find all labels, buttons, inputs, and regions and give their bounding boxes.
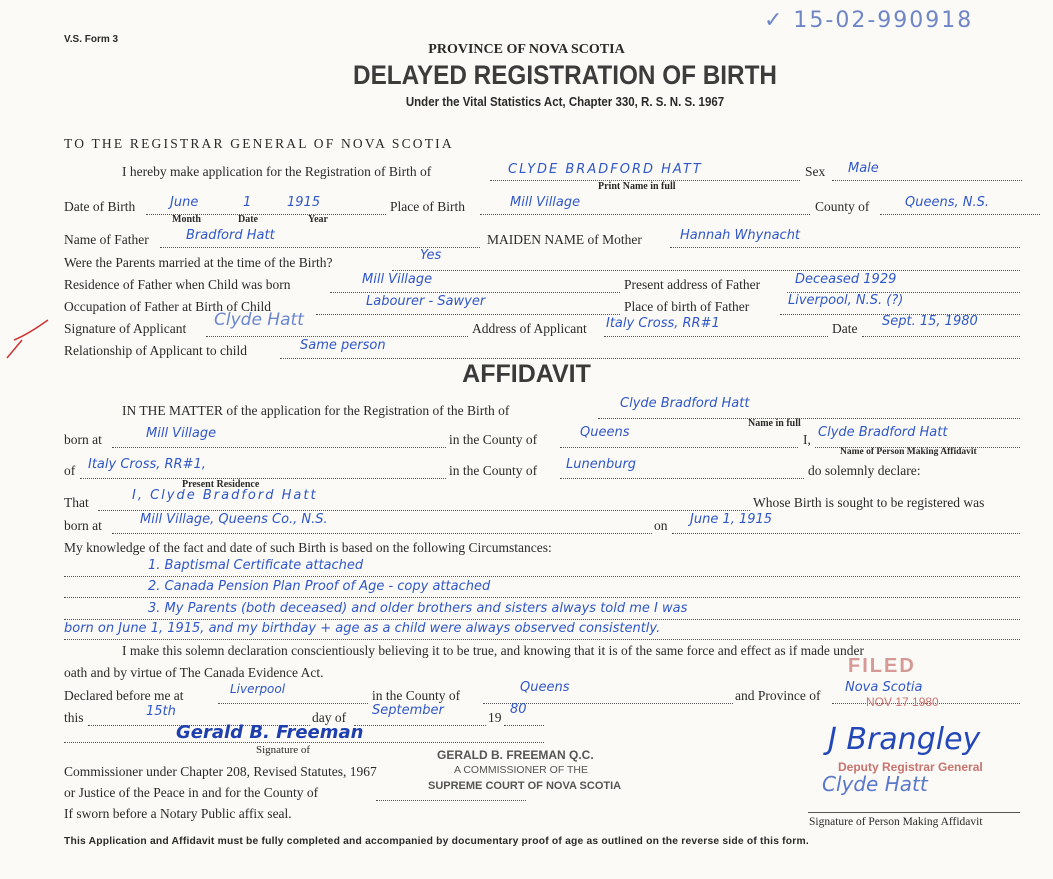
in-county-label-3: in the County of <box>372 688 461 703</box>
circumstance-3: 3. My Parents (both deceased) and older brothers and sisters always told me I was <box>148 601 688 616</box>
present-address-father-value: Deceased 1929 <box>795 272 897 287</box>
occupation-value: Labourer - Sawyer <box>366 294 486 309</box>
that-value: I, Clyde Bradford Hatt <box>132 488 318 503</box>
affidavit-heading: AFFIDAVIT <box>462 360 591 388</box>
residence-father-label: Residence of Father when Child was born <box>64 277 291 292</box>
dob-label: Date of Birth <box>64 199 136 214</box>
present-residence-caption: Present Residence <box>182 479 260 490</box>
knowledge-label: My knowledge of the fact and date of such Birth is based on the following Circumstances: <box>64 540 552 555</box>
form-number: V.S. Form 3 <box>64 34 119 45</box>
applicant-name-value: CLYDE BRADFORD HATT <box>508 162 703 177</box>
married-label: Were the Parents married at the time of the Birth? <box>64 255 333 270</box>
sex-label: Sex <box>805 164 826 179</box>
father-value: Bradford Hatt <box>186 228 275 243</box>
year-caption: Year <box>308 214 328 225</box>
commissioner-line-1: Commissioner under Chapter 208, Revised Statutes, 1967 <box>64 764 377 779</box>
whose-birth-label: Whose Birth is sought to be registered was <box>753 495 985 510</box>
affiant-name-value: Clyde Bradford Hatt <box>818 425 948 440</box>
address-applicant-label: Address of Applicant <box>472 321 587 336</box>
date-caption: Date <box>238 214 258 225</box>
declared-at-value: Liverpool <box>230 682 286 696</box>
present-address-father-label: Present address of Father <box>624 277 761 292</box>
filed-date-stamp: NOV 17 1980 <box>866 695 939 709</box>
deputy-registrar-stamp: Deputy Registrar General <box>838 760 983 774</box>
commissioner-line-3: If sworn before a Notary Public affix seal. <box>64 806 292 821</box>
county-value: Queens, N.S. <box>905 195 989 210</box>
commissioner-signature: Gerald B. Freeman <box>176 722 364 743</box>
county-3-value: Queens <box>520 680 570 695</box>
date-label: Date <box>832 321 858 336</box>
in-county-label-2: in the County of <box>449 463 538 478</box>
signature-label: Signature of Applicant <box>64 321 187 336</box>
residence-father-value: Mill Village <box>362 272 433 287</box>
month-caption: Month <box>172 214 201 225</box>
intro-label: I hereby make application for the Registration of Birth of <box>122 164 432 179</box>
that-label: That <box>64 495 89 510</box>
circumstance-2: 2. Canada Pension Plan Proof of Age - copy attached <box>148 579 491 594</box>
dob-month-value: June <box>170 195 199 210</box>
matter-text: IN THE MATTER of the application for the Registration of the Birth of <box>122 403 510 418</box>
commissioner-stamp-line-3: SUPREME COURT OF NOVA SCOTIA <box>428 780 622 792</box>
year-prefix: 19 <box>488 710 502 725</box>
commissioner-stamp-line-2: A COMMISSIONER OF THE <box>454 764 588 776</box>
county-label: County of <box>815 199 870 214</box>
form-subtitle: Under the Vital Statistics Act, Chapter 330, R. S. N. S. 1967 <box>405 95 725 109</box>
occupation-label: Occupation of Father at Birth of Child <box>64 299 271 314</box>
month-value: September <box>372 703 444 718</box>
circumstance-4: born on June 1, 1915, and my birthday + age as a child were always observed consistently. <box>64 621 661 636</box>
footer-note: This Application and Affidavit must be fully completed and accompanied by documentary proof of age as outlined on the reverse side of this form. <box>64 836 809 847</box>
place-of-birth-label: Place of Birth <box>390 199 465 214</box>
province-heading: PROVINCE OF NOVA SCOTIA <box>428 42 625 57</box>
name-in-full-caption: Name in full <box>748 418 801 429</box>
on-date-value: June 1, 1915 <box>690 512 773 527</box>
declared-label: Declared before me at <box>64 688 184 703</box>
declare-label: do solemnly declare: <box>808 463 921 478</box>
place-of-birth-value: Mill Village <box>510 195 581 210</box>
relationship-value: Same person <box>300 338 386 353</box>
mother-label: MAIDEN NAME of Mother <box>487 232 642 247</box>
of-label: of <box>64 463 76 478</box>
father-birthplace-label: Place of birth of Father <box>624 299 750 314</box>
born-at-label: born at <box>64 432 102 447</box>
commissioner-stamp-line-1: GERALD B. FREEMAN Q.C. <box>437 748 594 762</box>
born-at-label-2: born at <box>64 518 102 533</box>
married-value: Yes <box>420 248 442 263</box>
registrar-address: TO THE REGISTRAR GENERAL OF NOVA SCOTIA <box>64 136 454 151</box>
form-title: DELAYED REGISTRATION OF BIRTH <box>353 60 777 90</box>
residence-value: Italy Cross, RR#1, <box>88 457 206 472</box>
mother-value: Hannah Whynacht <box>680 228 801 243</box>
year-suffix-value: 80 <box>510 702 527 717</box>
relationship-label: Relationship of Applicant to child <box>64 343 247 358</box>
county-1-value: Queens <box>580 425 630 440</box>
i-label: I, <box>803 432 811 447</box>
applicant-signature: Clyde Hatt <box>214 310 304 330</box>
reference-number: ✓ 15-02-990918 <box>764 8 974 33</box>
deputy-registrar-signature: J Brangley <box>828 722 981 757</box>
commissioner-line-2: or Justice of the Peace in and for the County of <box>64 785 319 800</box>
this-label: this <box>64 710 84 725</box>
province-value: Nova Scotia <box>845 680 923 695</box>
on-label: on <box>654 518 668 533</box>
father-birthplace-value: Liverpool, N.S. (?) <box>788 293 904 308</box>
county-2-value: Lunenburg <box>566 457 637 472</box>
address-applicant-value: Italy Cross, RR#1 <box>606 316 720 331</box>
day-of-label: day of <box>312 710 347 725</box>
sex-value: Male <box>848 161 879 176</box>
day-value: 15th <box>146 704 176 719</box>
in-county-label-1: in the County of <box>449 432 538 447</box>
person-caption: Name of Person Making Affidavit <box>840 447 977 457</box>
affiant-signature-caption: Signature of Person Making Affidavit <box>809 816 983 828</box>
date-value: Sept. 15, 1980 <box>882 314 978 329</box>
matter-name-value: Clyde Bradford Hatt <box>620 396 750 411</box>
solemn-line-2: oath and by virtue of The Canada Evidence Act. <box>64 665 324 680</box>
solemn-line-1: I make this solemn declaration conscientiously believing it to be true, and knowing that it is of the same force and effect as if made under <box>122 643 865 658</box>
father-label: Name of Father <box>64 232 149 247</box>
province-label: and Province of <box>735 688 821 703</box>
filed-stamp: FILED <box>848 655 916 677</box>
signature-of-caption: Signature of <box>256 744 311 756</box>
born-at-value: Mill Village <box>146 426 217 441</box>
born-at-2-value: Mill Village, Queens Co., N.S. <box>140 512 328 527</box>
dob-day-value: 1 <box>243 195 252 210</box>
print-name-caption: Print Name in full <box>598 181 676 192</box>
affiant-signature: Clyde Hatt <box>822 772 928 796</box>
dob-year-value: 1915 <box>287 195 321 210</box>
circumstance-1: 1. Baptismal Certificate attached <box>148 558 364 573</box>
